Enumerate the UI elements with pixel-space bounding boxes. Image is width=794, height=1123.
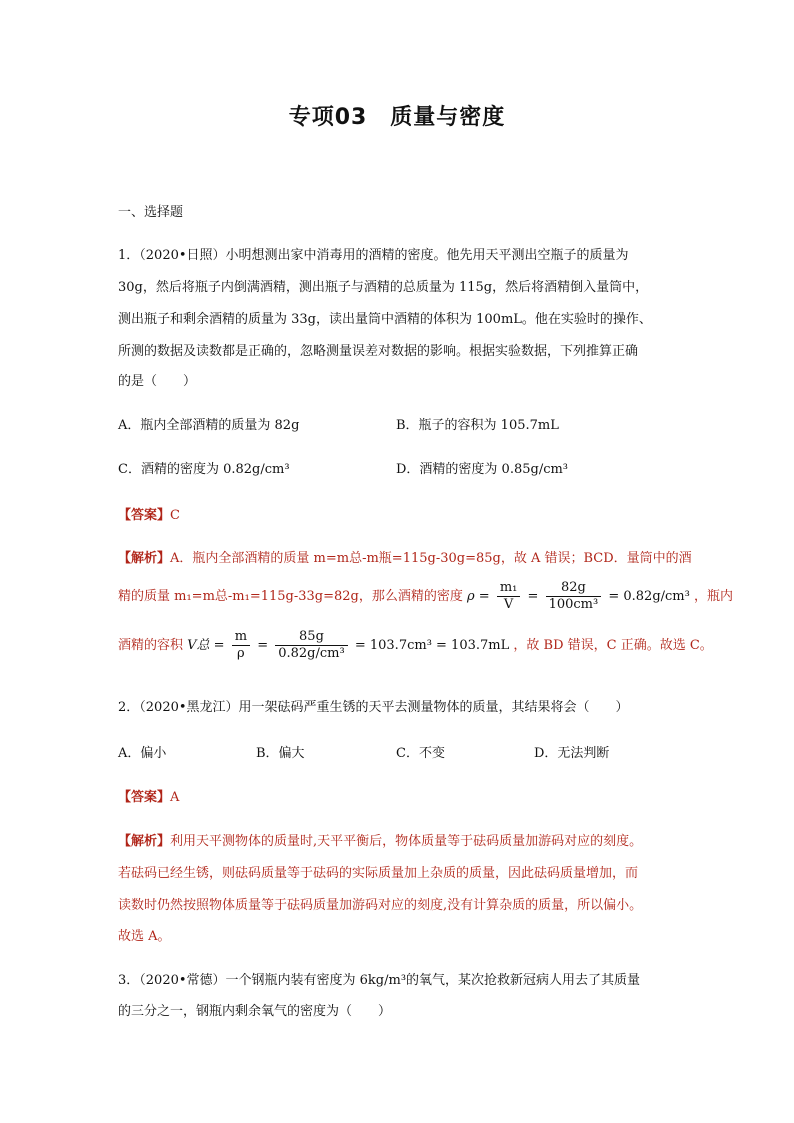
q2-option-c: C．不变	[396, 746, 445, 761]
rho-symbol: ρ =	[467, 589, 490, 604]
q1-analysis-line-2	[118, 577, 733, 617]
q2-analysis-line-3: 读数时仍然按照物体质量等于砝码质量加游码对应的刻度,没有计算杂质的质量，所以偏小。	[118, 898, 643, 913]
q1-stem-line-2: 30g，然后将瓶子内倒满酒精，测出瓶子与酒精的总质量为 115g，然后将酒精倒入量筒中，	[118, 280, 649, 295]
fraction-82-over-100	[546, 580, 602, 613]
q2-option-d: D．无法判断	[534, 746, 610, 761]
fraction-numerator: 82g	[546, 580, 602, 597]
fraction-m-over-rho	[232, 629, 250, 662]
equals-sign: =	[257, 638, 269, 653]
q2-stem: 2．（2020•黑龙江）用一架砝码严重生锈的天平去测量物体的质量，其结果将会（ ）	[118, 700, 629, 715]
q2-analysis-line-1	[118, 833, 642, 851]
fraction-numerator: 85g	[275, 629, 347, 646]
q1-analysis-line-3	[118, 626, 713, 666]
analysis-text: ，故 BD 错误，C 正确。故选 C。	[513, 638, 713, 653]
q1-stem-line-4: 所测的数据及读数都是正确的，忽略测量误差对数据的影响。根据实验数据，下列推算正确	[118, 344, 639, 359]
q2-option-b: B．偏大	[256, 746, 305, 761]
fraction-numerator: m₁	[497, 580, 521, 597]
fraction-denominator: 0.82g/cm³	[278, 646, 345, 661]
analysis-text: ，瓶内	[693, 589, 733, 604]
analysis-tag: 【解析】	[118, 834, 171, 849]
q3-stem-line-1: 3．（2020•常德）一个钢瓶内装有密度为 6kg/m³的氧气，某次抢救新冠病人用去了其质量	[118, 973, 641, 988]
q1-option-b: B．瓶子的容积为 105.7mL	[396, 418, 559, 433]
analysis-text: 酒精的容积	[118, 638, 184, 653]
q2-answer	[118, 789, 179, 807]
section-heading: 一、选择题	[118, 205, 184, 220]
q3-stem-line-2: 的三分之一，钢瓶内剩余氧气的密度为（ ）	[118, 1004, 392, 1019]
answer-tag: 【答案】	[118, 508, 171, 523]
page-title: 专项03 质量与密度	[288, 105, 506, 130]
equals-sign: =	[527, 589, 539, 604]
fraction-85-over-082	[275, 629, 347, 662]
q2-analysis-line-4: 故选 A。	[118, 929, 171, 944]
q1-option-d: D．酒精的密度为 0.85g/cm³	[396, 462, 569, 477]
q2-analysis-line-2: 若砝码已经生锈，则砝码质量等于砝码的实际质量加上杂质的质量，因此砝码质量增加，而	[118, 866, 639, 881]
q1-answer	[118, 507, 180, 525]
q1-stem-line-3: 测出瓶子和剩余酒精的质量为 33g，读出量筒中酒精的体积为 100mL。他在实验时的操作、	[118, 312, 652, 327]
analysis-text: A．瓶内全部酒精的质量 m=m总-m瓶=115g-30g=85g，故 A 错误；BCD．量筒中的酒	[170, 551, 692, 566]
density-result: = 0.82g/cm³	[608, 589, 690, 604]
q1-option-a: A．瓶内全部酒精的质量为 82g	[118, 418, 300, 433]
fraction-denominator: 100cm³	[548, 597, 599, 612]
fraction-denominator: ρ	[237, 646, 245, 661]
analysis-tag: 【解析】	[118, 551, 171, 566]
analysis-text: 精的质量 m₁=m总-m₁=115g-33g=82g，那么酒精的密度	[118, 589, 463, 604]
density-formula	[467, 580, 694, 612]
fraction-numerator: m	[232, 629, 250, 646]
fraction-denominator: V	[503, 597, 514, 612]
q1-stem-line-1: 1．（2020•日照）小明想测出家中消毒用的酒精的密度。他先用天平测出空瓶子的质量为	[118, 248, 629, 263]
volume-formula	[187, 629, 513, 661]
analysis-text: 利用天平测物体的质量时,天平平衡后，物体质量等于砝码质量加游码对应的刻度。	[170, 834, 643, 849]
answer-tag: 【答案】	[118, 790, 171, 805]
q1-stem-line-5: 的是（ ）	[118, 374, 197, 389]
volume-result: = 103.7cm³ = 103.7mL	[354, 638, 510, 653]
q2-option-a: A．偏小	[118, 746, 167, 761]
q1-option-c: C．酒精的密度为 0.82g/cm³	[118, 462, 290, 477]
q1-analysis-line-1	[118, 550, 692, 568]
answer-value: C	[170, 508, 180, 523]
fraction-m-over-v	[497, 580, 521, 613]
volume-symbol: V总 =	[187, 638, 225, 653]
answer-value: A	[170, 790, 180, 805]
